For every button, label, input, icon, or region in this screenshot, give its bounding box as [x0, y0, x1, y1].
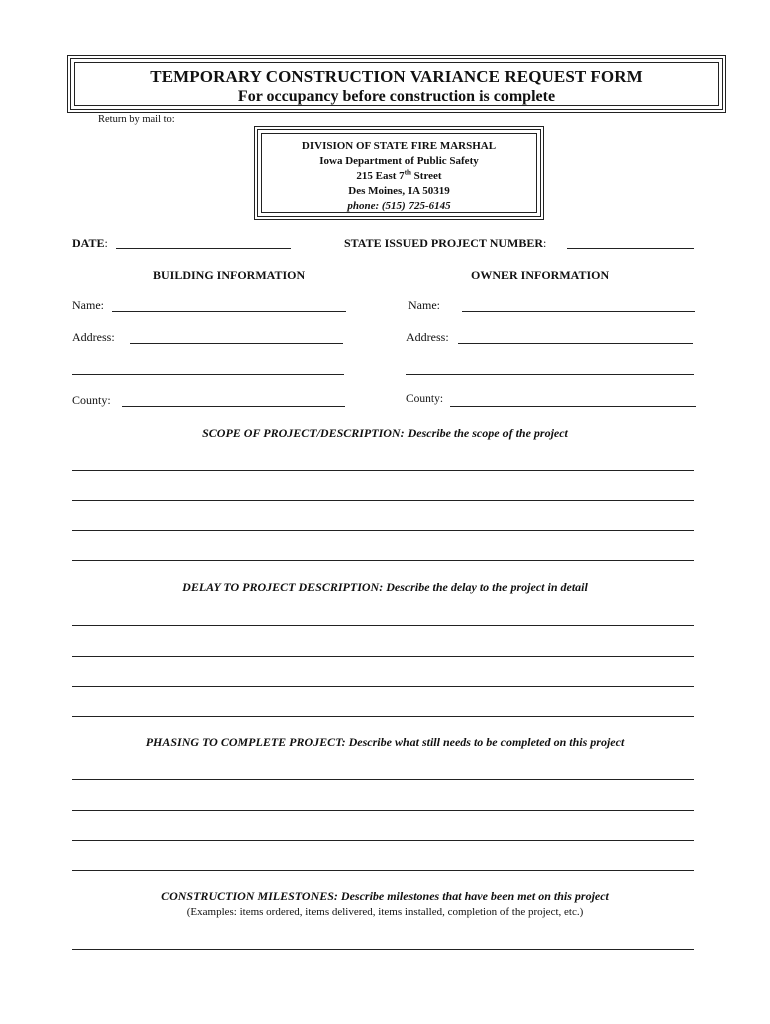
scope-line[interactable]: [72, 560, 694, 561]
mailing-address-box: [254, 126, 544, 220]
building-county-field[interactable]: [122, 406, 345, 407]
scope-section-title: SCOPE OF PROJECT/DESCRIPTION: Describe the scope of the project: [202, 426, 568, 440]
owner-name-field[interactable]: [462, 311, 695, 312]
delay-line[interactable]: [72, 625, 694, 626]
date-field[interactable]: [116, 248, 291, 249]
address-city: Des Moines, IA 50319: [348, 185, 450, 197]
delay-line[interactable]: [72, 716, 694, 717]
return-label: Return by mail to:: [98, 114, 175, 125]
owner-county-label: County:: [406, 393, 444, 405]
phasing-section-title: PHASING TO COMPLETE PROJECT: Describe what still needs to be completed on this project: [145, 735, 625, 749]
delay-line[interactable]: [72, 656, 694, 657]
owner-address-label: Address:: [406, 330, 449, 344]
owner-address-field[interactable]: [458, 343, 693, 344]
milestones-section-title: CONSTRUCTION MILESTONES: Describe milestones that have been met on this project: [161, 889, 609, 903]
building-county-label: County:: [72, 393, 111, 407]
owner-address-line2-field[interactable]: [406, 374, 694, 375]
scope-line[interactable]: [72, 470, 694, 471]
scope-line[interactable]: [72, 530, 694, 531]
owner-county-field[interactable]: [450, 406, 696, 407]
scope-line[interactable]: [72, 500, 694, 501]
form-subtitle: For occupancy before construction is complete: [237, 88, 556, 105]
phasing-line[interactable]: [72, 870, 694, 871]
address-dept: Iowa Department of Public Safety: [319, 155, 479, 167]
building-address-line2-field[interactable]: [72, 374, 344, 375]
owner-name-label: Name:: [408, 298, 440, 312]
delay-section-title: DELAY TO PROJECT DESCRIPTION: Describe the delay to the project in detail: [182, 580, 588, 594]
project-number-label: STATE ISSUED PROJECT NUMBER:: [344, 236, 547, 250]
date-label: DATE:: [72, 236, 108, 250]
address-street: 215 East 7th Street: [356, 168, 442, 182]
milestones-line[interactable]: [72, 949, 694, 950]
building-address-label: Address:: [72, 330, 115, 344]
address-org: DIVISION OF STATE FIRE MARSHAL: [301, 140, 497, 152]
phasing-line[interactable]: [72, 810, 694, 811]
phasing-line[interactable]: [72, 779, 694, 780]
phasing-line[interactable]: [72, 840, 694, 841]
delay-line[interactable]: [72, 686, 694, 687]
building-name-label: Name:: [72, 298, 104, 312]
form-title-box: [67, 55, 726, 113]
milestones-examples: (Examples: items ordered, items delivered, items installed, completion of the project, etc.): [186, 906, 584, 918]
project-number-field[interactable]: [567, 248, 694, 249]
owner-info-heading: OWNER INFORMATION: [471, 268, 610, 282]
building-name-field[interactable]: [112, 311, 346, 312]
form-title: TEMPORARY CONSTRUCTION VARIANCE REQUEST FORM: [150, 67, 643, 86]
building-address-field[interactable]: [130, 343, 343, 344]
address-phone: phone: (515) 725-6145: [347, 200, 451, 212]
building-info-heading: BUILDING INFORMATION: [153, 268, 306, 282]
